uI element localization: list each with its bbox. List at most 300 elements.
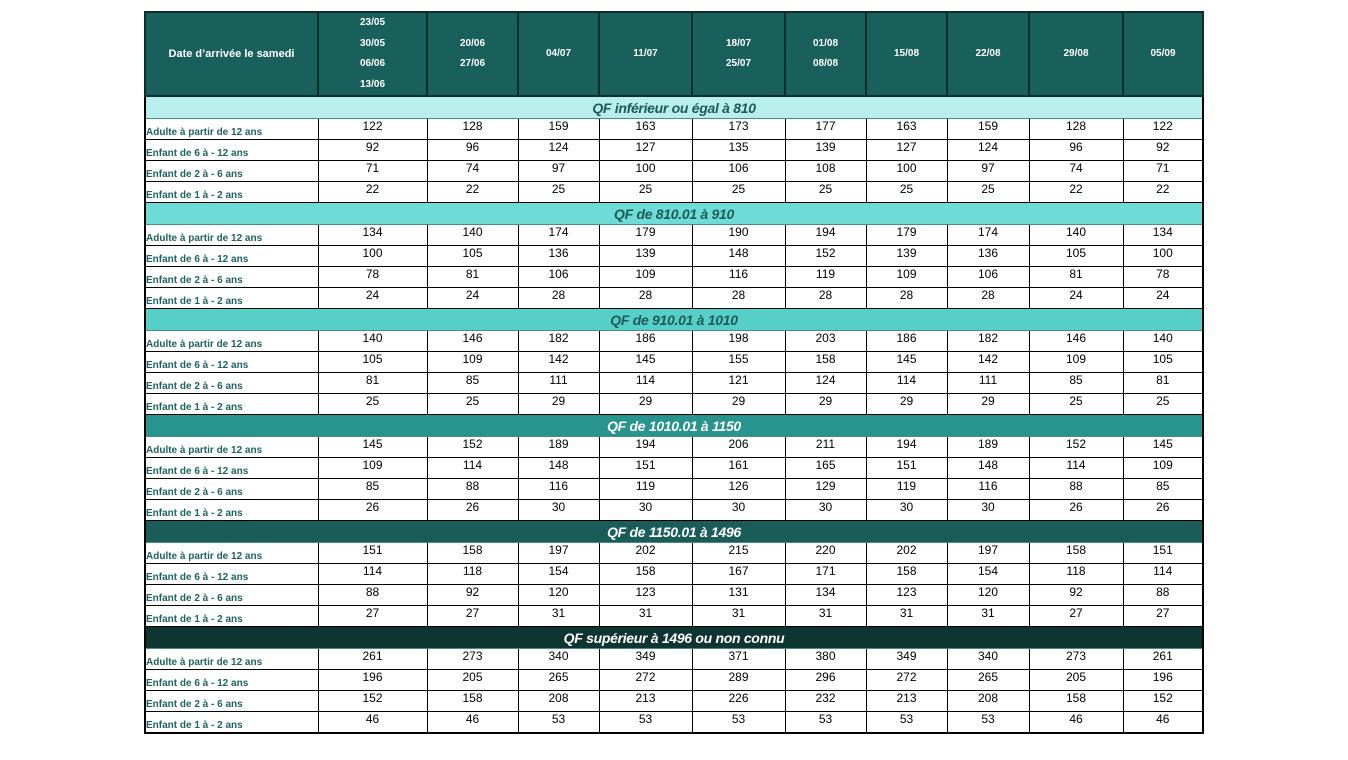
price-cell: 85 bbox=[318, 479, 427, 500]
price-cell: 161 bbox=[692, 458, 785, 479]
price-cell: 105 bbox=[318, 352, 427, 373]
price-cell: 120 bbox=[947, 585, 1029, 606]
price-cell: 74 bbox=[427, 161, 518, 182]
price-cell: 189 bbox=[518, 437, 599, 458]
price-cell: 29 bbox=[599, 394, 692, 415]
price-cell: 124 bbox=[518, 140, 599, 161]
price-cell: 179 bbox=[866, 225, 947, 246]
header-arrival-date-label: Date d’arrivée le samedi bbox=[145, 12, 318, 96]
section-title: QF de 910.01 à 1010 bbox=[145, 309, 1203, 331]
price-cell: 213 bbox=[866, 691, 947, 712]
price-cell: 129 bbox=[785, 479, 866, 500]
row-label: Enfant de 6 à - 12 ans bbox=[145, 246, 318, 267]
price-cell: 114 bbox=[1029, 458, 1123, 479]
price-cell: 81 bbox=[427, 267, 518, 288]
row-label: Enfant de 2 à - 6 ans bbox=[145, 479, 318, 500]
row-label: Enfant de 6 à - 12 ans bbox=[145, 352, 318, 373]
header-date-column bbox=[785, 12, 866, 96]
row-label: Enfant de 2 à - 6 ans bbox=[145, 267, 318, 288]
price-cell: 158 bbox=[427, 543, 518, 564]
price-cell: 114 bbox=[1123, 564, 1203, 585]
price-cell: 155 bbox=[692, 352, 785, 373]
header-date-column bbox=[1029, 12, 1123, 96]
price-cell: 186 bbox=[866, 331, 947, 352]
price-cell: 109 bbox=[866, 267, 947, 288]
price-cell: 71 bbox=[1123, 161, 1203, 182]
price-cell: 142 bbox=[518, 352, 599, 373]
row-label: Enfant de 1 à - 2 ans bbox=[145, 182, 318, 203]
price-cell: 146 bbox=[1029, 331, 1123, 352]
price-cell: 202 bbox=[599, 543, 692, 564]
price-cell: 105 bbox=[1029, 246, 1123, 267]
header-date: 04/07 bbox=[545, 47, 572, 59]
header-date: 05/09 bbox=[1150, 47, 1176, 59]
price-cell: 213 bbox=[599, 691, 692, 712]
header-date: 20/06 bbox=[459, 37, 486, 49]
price-cell: 26 bbox=[1123, 500, 1203, 521]
price-cell: 81 bbox=[1029, 267, 1123, 288]
price-cell: 28 bbox=[599, 288, 692, 309]
price-cell: 123 bbox=[866, 585, 947, 606]
row-label: Enfant de 1 à - 2 ans bbox=[145, 712, 318, 734]
price-cell: 22 bbox=[1123, 182, 1203, 203]
header-date-column bbox=[599, 12, 692, 96]
price-cell: 25 bbox=[427, 394, 518, 415]
header-row bbox=[145, 12, 1203, 96]
price-cell: 189 bbox=[947, 437, 1029, 458]
price-cell: 131 bbox=[692, 585, 785, 606]
price-cell: 205 bbox=[427, 670, 518, 691]
header-date: 25/07 bbox=[725, 58, 752, 69]
price-cell: 27 bbox=[318, 606, 427, 627]
price-cell: 151 bbox=[599, 458, 692, 479]
price-cell: 148 bbox=[692, 246, 785, 267]
row-label: Enfant de 1 à - 2 ans bbox=[145, 394, 318, 415]
price-cell: 111 bbox=[518, 373, 599, 394]
price-cell: 145 bbox=[599, 352, 692, 373]
price-cell: 74 bbox=[1029, 161, 1123, 182]
price-cell: 261 bbox=[318, 649, 427, 670]
price-cell: 106 bbox=[518, 267, 599, 288]
price-cell: 31 bbox=[692, 606, 785, 627]
table-row bbox=[145, 479, 1203, 500]
row-label: Adulte à partir de 12 ans bbox=[145, 119, 318, 140]
price-cell: 119 bbox=[599, 479, 692, 500]
price-cell: 158 bbox=[1029, 543, 1123, 564]
header-date: 23/05 bbox=[359, 17, 386, 28]
price-cell: 85 bbox=[427, 373, 518, 394]
price-cell: 163 bbox=[599, 119, 692, 140]
price-cell: 174 bbox=[947, 225, 1029, 246]
price-cell: 46 bbox=[427, 712, 518, 734]
price-cell: 124 bbox=[785, 373, 866, 394]
price-cell: 196 bbox=[1123, 670, 1203, 691]
price-cell: 340 bbox=[947, 649, 1029, 670]
price-cell: 97 bbox=[518, 161, 599, 182]
price-cell: 31 bbox=[518, 606, 599, 627]
price-cell: 109 bbox=[1123, 458, 1203, 479]
price-cell: 71 bbox=[318, 161, 427, 182]
price-cell: 134 bbox=[1123, 225, 1203, 246]
price-cell: 27 bbox=[1123, 606, 1203, 627]
price-cell: 31 bbox=[785, 606, 866, 627]
price-cell: 30 bbox=[599, 500, 692, 521]
price-cell: 53 bbox=[866, 712, 947, 734]
price-cell: 174 bbox=[518, 225, 599, 246]
price-cell: 26 bbox=[427, 500, 518, 521]
price-cell: 88 bbox=[427, 479, 518, 500]
row-label: Enfant de 6 à - 12 ans bbox=[145, 670, 318, 691]
price-cell: 165 bbox=[785, 458, 866, 479]
price-cell: 118 bbox=[1029, 564, 1123, 585]
price-cell: 116 bbox=[947, 479, 1029, 500]
price-cell: 152 bbox=[318, 691, 427, 712]
price-cell: 159 bbox=[518, 119, 599, 140]
price-cell: 265 bbox=[947, 670, 1029, 691]
section-header-row bbox=[145, 521, 1203, 543]
price-cell: 24 bbox=[427, 288, 518, 309]
price-cell: 109 bbox=[318, 458, 427, 479]
price-cell: 261 bbox=[1123, 649, 1203, 670]
row-label: Enfant de 6 à - 12 ans bbox=[145, 564, 318, 585]
row-label: Enfant de 2 à - 6 ans bbox=[145, 585, 318, 606]
price-cell: 128 bbox=[1029, 119, 1123, 140]
price-cell: 152 bbox=[1029, 437, 1123, 458]
price-cell: 122 bbox=[1123, 119, 1203, 140]
price-cell: 25 bbox=[599, 182, 692, 203]
price-cell: 123 bbox=[599, 585, 692, 606]
price-cell: 29 bbox=[785, 394, 866, 415]
price-cell: 206 bbox=[692, 437, 785, 458]
price-cell: 140 bbox=[318, 331, 427, 352]
price-cell: 139 bbox=[785, 140, 866, 161]
price-cell: 109 bbox=[599, 267, 692, 288]
table-row bbox=[145, 246, 1203, 267]
price-cell: 145 bbox=[318, 437, 427, 458]
price-cell: 273 bbox=[1029, 649, 1123, 670]
price-cell: 105 bbox=[427, 246, 518, 267]
price-cell: 152 bbox=[1123, 691, 1203, 712]
row-label: Enfant de 2 à - 6 ans bbox=[145, 161, 318, 182]
price-cell: 186 bbox=[599, 331, 692, 352]
price-cell: 142 bbox=[947, 352, 1029, 373]
price-cell: 92 bbox=[1029, 585, 1123, 606]
price-cell: 81 bbox=[318, 373, 427, 394]
price-cell: 114 bbox=[318, 564, 427, 585]
price-cell: 25 bbox=[1029, 394, 1123, 415]
price-cell: 140 bbox=[1123, 331, 1203, 352]
price-cell: 46 bbox=[1029, 712, 1123, 734]
price-cell: 96 bbox=[427, 140, 518, 161]
header-date: 01/08 bbox=[812, 37, 839, 49]
price-cell: 151 bbox=[318, 543, 427, 564]
header-date: 27/06 bbox=[459, 58, 486, 69]
price-cell: 136 bbox=[947, 246, 1029, 267]
price-cell: 146 bbox=[427, 331, 518, 352]
price-cell: 25 bbox=[866, 182, 947, 203]
header-date: 18/07 bbox=[725, 37, 752, 49]
section-title: QF de 1010.01 à 1150 bbox=[145, 415, 1203, 437]
table-body bbox=[145, 96, 1203, 733]
price-cell: 27 bbox=[1029, 606, 1123, 627]
price-cell: 182 bbox=[947, 331, 1029, 352]
price-cell: 85 bbox=[1029, 373, 1123, 394]
price-cell: 27 bbox=[427, 606, 518, 627]
table-row bbox=[145, 500, 1203, 521]
price-cell: 28 bbox=[518, 288, 599, 309]
price-cell: 134 bbox=[785, 585, 866, 606]
price-cell: 24 bbox=[1029, 288, 1123, 309]
price-cell: 53 bbox=[692, 712, 785, 734]
price-cell: 92 bbox=[318, 140, 427, 161]
price-cell: 140 bbox=[1029, 225, 1123, 246]
table-row bbox=[145, 394, 1203, 415]
price-cell: 78 bbox=[1123, 267, 1203, 288]
price-cell: 109 bbox=[427, 352, 518, 373]
table-row bbox=[145, 140, 1203, 161]
table-row bbox=[145, 352, 1203, 373]
price-cell: 158 bbox=[427, 691, 518, 712]
price-cell: 118 bbox=[427, 564, 518, 585]
price-cell: 136 bbox=[518, 246, 599, 267]
price-cell: 120 bbox=[518, 585, 599, 606]
header-date: 29/08 bbox=[1063, 47, 1089, 59]
price-cell: 116 bbox=[518, 479, 599, 500]
price-cell: 139 bbox=[599, 246, 692, 267]
table-row bbox=[145, 712, 1203, 734]
table-row bbox=[145, 670, 1203, 691]
header-date: 22/08 bbox=[975, 47, 1001, 59]
price-cell: 196 bbox=[318, 670, 427, 691]
price-cell: 197 bbox=[947, 543, 1029, 564]
price-cell: 203 bbox=[785, 331, 866, 352]
header-date-column bbox=[866, 12, 947, 96]
section-title: QF supérieur à 1496 ou non connu bbox=[145, 627, 1203, 649]
price-cell: 30 bbox=[692, 500, 785, 521]
price-cell: 25 bbox=[947, 182, 1029, 203]
price-cell: 53 bbox=[947, 712, 1029, 734]
row-label: Enfant de 2 à - 6 ans bbox=[145, 373, 318, 394]
price-cell: 22 bbox=[427, 182, 518, 203]
price-cell: 151 bbox=[1123, 543, 1203, 564]
price-cell: 226 bbox=[692, 691, 785, 712]
price-cell: 46 bbox=[1123, 712, 1203, 734]
price-cell: 273 bbox=[427, 649, 518, 670]
price-cell: 96 bbox=[1029, 140, 1123, 161]
table-row bbox=[145, 373, 1203, 394]
table-row bbox=[145, 606, 1203, 627]
price-cell: 114 bbox=[599, 373, 692, 394]
table-row bbox=[145, 691, 1203, 712]
price-cell: 111 bbox=[947, 373, 1029, 394]
price-cell: 190 bbox=[692, 225, 785, 246]
price-cell: 145 bbox=[866, 352, 947, 373]
table-row bbox=[145, 182, 1203, 203]
row-label: Adulte à partir de 12 ans bbox=[145, 649, 318, 670]
price-cell: 151 bbox=[866, 458, 947, 479]
price-cell: 26 bbox=[318, 500, 427, 521]
price-cell: 202 bbox=[866, 543, 947, 564]
price-cell: 30 bbox=[866, 500, 947, 521]
price-cell: 22 bbox=[1029, 182, 1123, 203]
section-header-row bbox=[145, 96, 1203, 119]
price-cell: 135 bbox=[692, 140, 785, 161]
price-cell: 30 bbox=[785, 500, 866, 521]
price-cell: 171 bbox=[785, 564, 866, 585]
price-cell: 265 bbox=[518, 670, 599, 691]
price-cell: 145 bbox=[1123, 437, 1203, 458]
price-cell: 25 bbox=[692, 182, 785, 203]
header-date-column bbox=[692, 12, 785, 96]
price-cell: 215 bbox=[692, 543, 785, 564]
price-cell: 349 bbox=[599, 649, 692, 670]
price-cell: 182 bbox=[518, 331, 599, 352]
row-label: Adulte à partir de 12 ans bbox=[145, 543, 318, 564]
price-cell: 158 bbox=[866, 564, 947, 585]
price-cell: 380 bbox=[785, 649, 866, 670]
price-cell: 31 bbox=[599, 606, 692, 627]
section-title: QF de 810.01 à 910 bbox=[145, 203, 1203, 225]
price-cell: 46 bbox=[318, 712, 427, 734]
price-cell: 296 bbox=[785, 670, 866, 691]
price-cell: 126 bbox=[692, 479, 785, 500]
price-cell: 340 bbox=[518, 649, 599, 670]
price-cell: 289 bbox=[692, 670, 785, 691]
price-cell: 25 bbox=[318, 394, 427, 415]
price-cell: 28 bbox=[692, 288, 785, 309]
price-cell: 53 bbox=[518, 712, 599, 734]
section-header-row bbox=[145, 309, 1203, 331]
price-cell: 139 bbox=[866, 246, 947, 267]
price-cell: 272 bbox=[866, 670, 947, 691]
price-cell: 31 bbox=[947, 606, 1029, 627]
price-cell: 29 bbox=[692, 394, 785, 415]
price-cell: 26 bbox=[1029, 500, 1123, 521]
section-title: QF de 1150.01 à 1496 bbox=[145, 521, 1203, 543]
header-date: 15/08 bbox=[893, 47, 920, 59]
price-cell: 159 bbox=[947, 119, 1029, 140]
table-row bbox=[145, 288, 1203, 309]
price-cell: 179 bbox=[599, 225, 692, 246]
price-cell: 29 bbox=[947, 394, 1029, 415]
price-cell: 88 bbox=[1029, 479, 1123, 500]
header-date: 06/06 bbox=[359, 58, 386, 69]
price-cell: 114 bbox=[866, 373, 947, 394]
table-row bbox=[145, 225, 1203, 246]
price-cell: 371 bbox=[692, 649, 785, 670]
price-cell: 25 bbox=[1123, 394, 1203, 415]
price-cell: 173 bbox=[692, 119, 785, 140]
table-row bbox=[145, 161, 1203, 182]
price-cell: 167 bbox=[692, 564, 785, 585]
row-label: Enfant de 1 à - 2 ans bbox=[145, 606, 318, 627]
price-cell: 28 bbox=[947, 288, 1029, 309]
row-label: Enfant de 2 à - 6 ans bbox=[145, 691, 318, 712]
row-label: Adulte à partir de 12 ans bbox=[145, 225, 318, 246]
price-cell: 119 bbox=[866, 479, 947, 500]
price-cell: 85 bbox=[1123, 479, 1203, 500]
pricing-table bbox=[144, 11, 1204, 734]
price-cell: 177 bbox=[785, 119, 866, 140]
price-cell: 211 bbox=[785, 437, 866, 458]
price-cell: 24 bbox=[318, 288, 427, 309]
price-cell: 163 bbox=[866, 119, 947, 140]
price-cell: 28 bbox=[866, 288, 947, 309]
table-row bbox=[145, 331, 1203, 352]
price-cell: 29 bbox=[866, 394, 947, 415]
price-cell: 81 bbox=[1123, 373, 1203, 394]
price-cell: 194 bbox=[785, 225, 866, 246]
price-cell: 22 bbox=[318, 182, 427, 203]
row-label: Enfant de 1 à - 2 ans bbox=[145, 288, 318, 309]
price-cell: 208 bbox=[947, 691, 1029, 712]
price-cell: 121 bbox=[692, 373, 785, 394]
table-row bbox=[145, 119, 1203, 140]
price-cell: 148 bbox=[518, 458, 599, 479]
price-cell: 124 bbox=[947, 140, 1029, 161]
price-cell: 30 bbox=[947, 500, 1029, 521]
table-row bbox=[145, 267, 1203, 288]
price-cell: 92 bbox=[1123, 140, 1203, 161]
price-cell: 25 bbox=[518, 182, 599, 203]
price-cell: 30 bbox=[518, 500, 599, 521]
price-cell: 154 bbox=[518, 564, 599, 585]
price-cell: 92 bbox=[427, 585, 518, 606]
price-cell: 109 bbox=[1029, 352, 1123, 373]
price-cell: 127 bbox=[599, 140, 692, 161]
price-cell: 128 bbox=[427, 119, 518, 140]
price-cell: 105 bbox=[1123, 352, 1203, 373]
header-date-column bbox=[1123, 12, 1203, 96]
header-date-column bbox=[427, 12, 518, 96]
price-cell: 116 bbox=[692, 267, 785, 288]
price-cell: 205 bbox=[1029, 670, 1123, 691]
price-cell: 28 bbox=[785, 288, 866, 309]
header-date-column bbox=[947, 12, 1029, 96]
price-cell: 97 bbox=[947, 161, 1029, 182]
row-label: Adulte à partir de 12 ans bbox=[145, 437, 318, 458]
price-cell: 197 bbox=[518, 543, 599, 564]
price-cell: 158 bbox=[599, 564, 692, 585]
table-row bbox=[145, 458, 1203, 479]
price-cell: 114 bbox=[427, 458, 518, 479]
header-date: 08/08 bbox=[812, 58, 839, 69]
row-label: Adulte à partir de 12 ans bbox=[145, 331, 318, 352]
price-cell: 106 bbox=[692, 161, 785, 182]
price-cell: 31 bbox=[866, 606, 947, 627]
row-label: Enfant de 6 à - 12 ans bbox=[145, 458, 318, 479]
header-date: 30/05 bbox=[359, 37, 386, 49]
price-cell: 24 bbox=[1123, 288, 1203, 309]
price-cell: 152 bbox=[427, 437, 518, 458]
table-row bbox=[145, 564, 1203, 585]
price-cell: 106 bbox=[947, 267, 1029, 288]
table-row bbox=[145, 585, 1203, 606]
price-cell: 88 bbox=[318, 585, 427, 606]
price-cell: 78 bbox=[318, 267, 427, 288]
price-cell: 194 bbox=[599, 437, 692, 458]
row-label: Enfant de 1 à - 2 ans bbox=[145, 500, 318, 521]
header-date-column bbox=[518, 12, 599, 96]
price-cell: 122 bbox=[318, 119, 427, 140]
price-cell: 53 bbox=[599, 712, 692, 734]
price-cell: 154 bbox=[947, 564, 1029, 585]
price-cell: 208 bbox=[518, 691, 599, 712]
section-header-row bbox=[145, 627, 1203, 649]
price-cell: 232 bbox=[785, 691, 866, 712]
price-cell: 134 bbox=[318, 225, 427, 246]
price-cell: 272 bbox=[599, 670, 692, 691]
